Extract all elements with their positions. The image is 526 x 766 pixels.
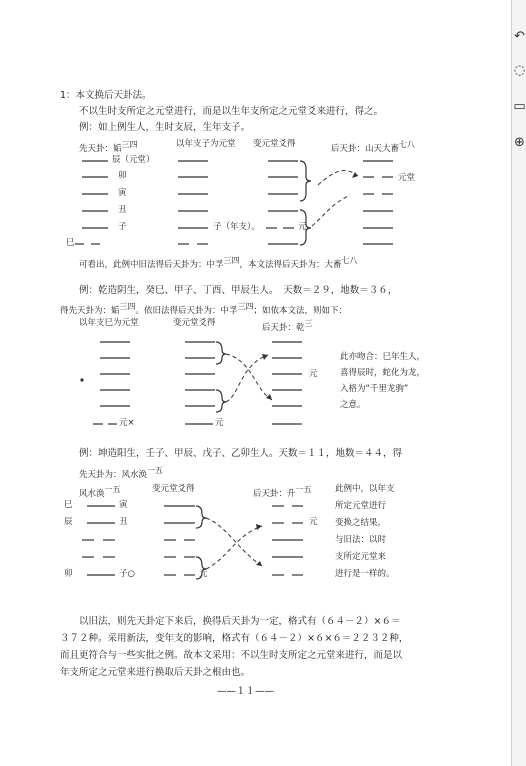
ex3-head-c: 后天卦：升$^{一五}$ — [253, 485, 312, 499]
ex2-line2: 得先天卦为：姤$^{三四}$。依旧法得后天卦为：中孚$^{三四}$；如依本文法，则如下： — [60, 302, 348, 316]
ex2-yuan-right: 元 — [309, 369, 318, 379]
ex3-side-6: 进行是一样的。 — [335, 569, 395, 579]
ex2-side-1: 此亦吻合：巳年生人， — [340, 352, 426, 362]
ex3-label-chen: 辰 — [64, 517, 73, 527]
ex2-yuan-label: 元 — [215, 418, 224, 428]
ex1-yuan-label: 元 — [298, 222, 307, 232]
ex1-head-c: 变元堂爻得 — [253, 139, 296, 149]
ex2-side-4: 之意。 — [340, 400, 366, 410]
ex1-yuantang-label: 元堂 — [398, 173, 416, 183]
ex1-head-a: 先天卦：姤$^{三四}$ — [79, 140, 138, 154]
add-icon[interactable]: ⊕ — [514, 135, 525, 150]
intro-text: 不以生时支所定之元堂进行，而是以生年支所定之元堂爻来进行，得之。 — [79, 106, 384, 117]
ex2-side-3: 入格为“千里龙驹” — [340, 384, 409, 394]
ex1-row-si: 巳 — [66, 238, 75, 248]
section-heading: 1：本文换后天卦法。 — [60, 90, 152, 101]
ex3-yuan-right: 元 — [309, 517, 318, 527]
ex1-head-b: 以年支子为元堂 — [176, 139, 236, 149]
ex3-side-1: 此例中，以年支 — [335, 484, 395, 494]
ex3-line2: 先天卦为：风水涣$^{一五}$ — [79, 466, 164, 480]
ex3-side-5: 支所定元堂来 — [335, 552, 387, 562]
conclusion-line-1: 以旧法，则先天卦定下来后，换得后天卦为一定，格式有（６４－２）×６＝ — [79, 616, 401, 627]
ex1-row-chen: 辰（元堂） — [112, 155, 155, 165]
ex1-note: 可看出，此例中旧法得后天卦为：中孚$^{三四}$，本文法得后天卦为：大畜$^{七八}$ — [79, 256, 358, 270]
ex3-label-yin: 寅 — [119, 500, 128, 510]
ex2-side-2: 喜得辰时，蛇化为龙， — [340, 368, 426, 378]
ex3-head-b: 变元堂爻得 — [152, 484, 195, 494]
ex1-intro: 例：如上例生人，生时支辰，生年支子。 — [79, 122, 251, 133]
ex1-row-zi: 子 — [118, 222, 127, 232]
ex3-side-4: 与旧法：以时 — [335, 535, 387, 545]
ex2-head-a: 以年支巳为元堂 — [79, 318, 139, 328]
ex3-label-si: 巳 — [64, 500, 73, 510]
ex1-row-chou: 丑 — [118, 205, 127, 215]
conclusion-line-4: 年支所定之元堂来进行换取后天卦之根由也。 — [60, 667, 251, 678]
ex3-label-mao: 卯 — [64, 569, 73, 579]
ex2-head-b: 变元堂爻得 — [173, 318, 216, 328]
ex3-yuan-label: 元 — [199, 569, 208, 579]
ex3-side-3: 变换之结果， — [335, 518, 387, 528]
ex1-head-d: 后天卦：山天大畜$^{七八}$ — [331, 140, 416, 154]
undo-icon[interactable]: ↶ — [514, 29, 525, 44]
conclusion-line-2: ３７２种。采用新法，变年支的影响，格式有（６４－２）×６×６＝２２３２种， — [60, 633, 409, 644]
ex2-yuan-x-label: 元× — [119, 418, 135, 428]
ex3-intro: 例：坤造阳生，壬子、甲辰、戊子、乙卯生人。天数＝１１，地数＝４４，得 — [79, 448, 403, 459]
ex3-head-a: 风水涣$^{一五}$ — [79, 485, 121, 499]
ex1-row-yin: 寅 — [118, 188, 127, 198]
ex3-label-zi: 子○ — [119, 569, 135, 579]
ex1-row-mao: 卯 — [118, 171, 127, 181]
page-number: ——１１—— — [217, 686, 275, 697]
ex2-head-c: 后天卦：乾$^三$ — [262, 319, 313, 333]
ex1-nianzhi-label: 子（年支）。 — [213, 222, 260, 232]
ex3-label-chou: 丑 — [119, 517, 128, 527]
ex2-intro: 例：乾造阴生，癸巳、甲子、丁酉、甲辰生人。 天数＝２９，地数＝３６， — [79, 285, 398, 296]
conclusion-line-3: 而且更符合与一些实批之例。故本文采用：不以生时支所定之元堂来进行，而是以 — [60, 650, 403, 661]
lasso-icon[interactable]: ◌ — [513, 63, 526, 78]
ex3-side-2: 所定元堂进行 — [335, 501, 387, 511]
copy-icon[interactable]: ▭ — [513, 99, 526, 114]
